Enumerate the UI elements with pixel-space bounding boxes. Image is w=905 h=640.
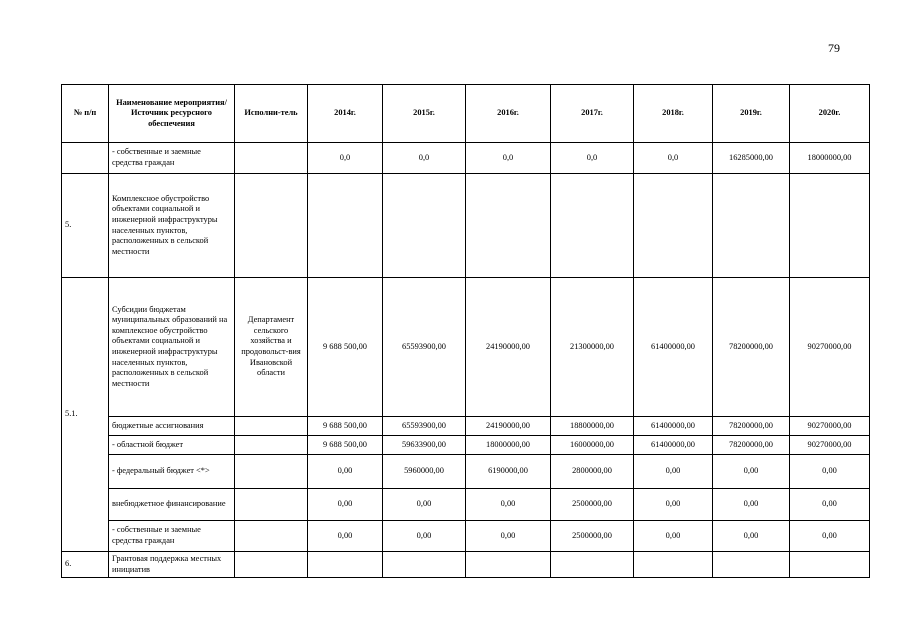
row-value-2017: 0,0 [551, 143, 634, 174]
row-value-2020 [790, 174, 870, 278]
row-value-2019: 16285000,00 [713, 143, 790, 174]
row-value-2014: 9 688 500,00 [308, 436, 383, 455]
row-value-2016: 0,00 [466, 489, 551, 521]
row-value-2014: 9 688 500,00 [308, 417, 383, 436]
header-year-2016: 2016г. [466, 85, 551, 143]
row-value-2015 [383, 174, 466, 278]
row-value-2016: 24190000,00 [466, 417, 551, 436]
row-num: 6. [62, 552, 109, 578]
row-executor [235, 436, 308, 455]
row-num: 5. [62, 174, 109, 278]
header-year-2018: 2018г. [634, 85, 713, 143]
row-executor [235, 143, 308, 174]
row-value-2017: 2500000,00 [551, 521, 634, 552]
row-value-2017: 21300000,00 [551, 278, 634, 417]
row-name: Субсидии бюджетам муниципальных образований на комплексное обустройство объектами социальной и инженерной инфраструктуры населенных пунктов, расположенных в сельской местности [109, 278, 235, 417]
row-value-2016: 24190000,00 [466, 278, 551, 417]
row-value-2018: 0,00 [634, 455, 713, 489]
header-name: Наименование мероприятия/ Источник ресурсного обеспечения [109, 85, 235, 143]
row-value-2020: 0,00 [790, 521, 870, 552]
table-row [62, 417, 870, 436]
row-value-2019: 78200000,00 [713, 417, 790, 436]
row-executor [235, 552, 308, 578]
table-row [62, 143, 870, 174]
row-value-2020: 18000000,00 [790, 143, 870, 174]
row-value-2018: 0,00 [634, 489, 713, 521]
row-value-2014: 0,00 [308, 489, 383, 521]
row-value-2019: 0,00 [713, 489, 790, 521]
row-value-2016: 6190000,00 [466, 455, 551, 489]
row-value-2018 [634, 552, 713, 578]
row-value-2018: 61400000,00 [634, 278, 713, 417]
row-value-2017 [551, 174, 634, 278]
table-header-row [62, 85, 870, 143]
row-value-2017: 16000000,00 [551, 436, 634, 455]
page-number: 79 [828, 41, 840, 55]
row-num: 5.1. [62, 278, 109, 552]
table-row [62, 521, 870, 552]
row-value-2017: 18800000,00 [551, 417, 634, 436]
row-name: внебюджетное финансирование [109, 489, 235, 521]
row-executor [235, 455, 308, 489]
row-value-2015: 0,0 [383, 143, 466, 174]
row-name: бюджетные ассигнования [109, 417, 235, 436]
row-value-2016 [466, 552, 551, 578]
row-value-2018: 0,00 [634, 521, 713, 552]
row-value-2018: 61400000,00 [634, 436, 713, 455]
row-value-2019: 0,00 [713, 521, 790, 552]
row-executor [235, 417, 308, 436]
row-executor: Департамент сельского хозяйства и продовольст-вия Ивановской области [235, 278, 308, 417]
row-value-2015: 65593900,00 [383, 278, 466, 417]
row-value-2014 [308, 174, 383, 278]
row-name: - собственные и заемные средства граждан [109, 143, 235, 174]
row-value-2020: 0,00 [790, 455, 870, 489]
header-year-2019: 2019г. [713, 85, 790, 143]
row-value-2020: 90270000,00 [790, 417, 870, 436]
row-value-2014: 0,0 [308, 143, 383, 174]
row-executor [235, 521, 308, 552]
row-value-2016 [466, 174, 551, 278]
row-value-2018 [634, 174, 713, 278]
row-value-2020 [790, 552, 870, 578]
header-year-2017: 2017г. [551, 85, 634, 143]
row-value-2016: 18000000,00 [466, 436, 551, 455]
row-value-2016: 0,0 [466, 143, 551, 174]
row-name: Комплексное обустройство объектами социальной и инженерной инфраструктуры населенных пунктов, расположенных в сельской местности [109, 174, 235, 278]
row-value-2014: 0,00 [308, 521, 383, 552]
row-value-2020: 0,00 [790, 489, 870, 521]
row-value-2018: 0,0 [634, 143, 713, 174]
row-value-2017: 2800000,00 [551, 455, 634, 489]
table-row [62, 174, 870, 278]
row-value-2014: 9 688 500,00 [308, 278, 383, 417]
row-value-2020: 90270000,00 [790, 278, 870, 417]
header-year-2015: 2015г. [383, 85, 466, 143]
row-name: - областной бюджет [109, 436, 235, 455]
header-year-2014: 2014г. [308, 85, 383, 143]
row-value-2019: 78200000,00 [713, 436, 790, 455]
header-year-2020: 2020г. [790, 85, 870, 143]
table-row [62, 455, 870, 489]
row-value-2019 [713, 174, 790, 278]
row-name: Грантовая поддержка местных инициатив [109, 552, 235, 578]
row-value-2014: 0,00 [308, 455, 383, 489]
row-value-2015: 65593900,00 [383, 417, 466, 436]
table-row [62, 552, 870, 578]
header-num: № п/п [62, 85, 109, 143]
row-value-2019: 78200000,00 [713, 278, 790, 417]
row-name: - федеральный бюджет <*> [109, 455, 235, 489]
row-value-2015: 5960000,00 [383, 455, 466, 489]
row-executor [235, 174, 308, 278]
row-value-2017: 2500000,00 [551, 489, 634, 521]
row-value-2014 [308, 552, 383, 578]
budget-table [61, 84, 870, 578]
row-executor [235, 489, 308, 521]
row-value-2020: 90270000,00 [790, 436, 870, 455]
row-value-2019: 0,00 [713, 455, 790, 489]
row-value-2018: 61400000,00 [634, 417, 713, 436]
table-row [62, 436, 870, 455]
row-value-2016: 0,00 [466, 521, 551, 552]
header-executor: Исполни-тель [235, 85, 308, 143]
table-row [62, 489, 870, 521]
row-value-2015 [383, 552, 466, 578]
row-value-2019 [713, 552, 790, 578]
row-num [62, 143, 109, 174]
row-name: - собственные и заемные средства граждан [109, 521, 235, 552]
row-value-2015: 0,00 [383, 489, 466, 521]
row-value-2015: 0,00 [383, 521, 466, 552]
table-row [62, 278, 870, 417]
row-value-2017 [551, 552, 634, 578]
row-value-2015: 59633900,00 [383, 436, 466, 455]
